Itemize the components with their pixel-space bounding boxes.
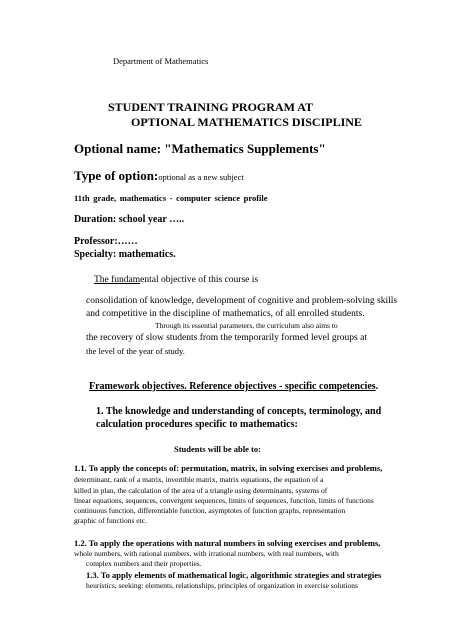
intro-line-6: the level of the year of study. — [86, 346, 185, 356]
competency-1-1-title: 1.1. To apply the concepts of: permutation, matrix, in solving exercises and problems, — [74, 463, 383, 473]
framework-heading-end: . — [375, 381, 379, 392]
competency-1-2-line: whole numbers, with rational numbers, with irrational numbers, with real numbers, with — [74, 549, 339, 558]
competency-1-1-line: determinant, rank of a matrix, invertible matrix, matrix equations, the equation of a — [74, 475, 324, 484]
competency-1-2-line: complex numbers and their properties. — [86, 559, 202, 568]
optional-name-heading: Optional name: "Mathematics Supplements" — [74, 141, 326, 156]
grade-profile: 11th grade, mathematics - computer science profile — [74, 193, 268, 203]
type-of-option-label: Type of option: — [74, 168, 159, 183]
intro-line-3: and competitive in the discipline of mathematics, of all enrolled students. — [86, 309, 365, 319]
competency-1-1-line: continuous function, differentiable function, asymptotes of function graphs, representation — [74, 506, 346, 515]
competency-1-1-line: linear equations, sequences, convergent sequences, limits of sequences, function, limits of functions — [74, 496, 374, 505]
framework-heading-underlined: Framework objectives. Reference objectives - specific competencies — [89, 381, 376, 392]
competency-1-3-line: heuristics, seeking: elements, relationships, principles of organization in exercise solutions — [86, 581, 358, 590]
competency-1-3-title: 1.3. To apply elements of mathematical logic, algorithmic strategies and strategies — [86, 570, 382, 580]
duration: Duration: school year ….. — [74, 214, 185, 225]
framework-heading — [89, 382, 378, 392]
intro-underlined-text: The fundam — [94, 275, 141, 285]
students-heading: Students will be able to: — [174, 444, 261, 454]
intro-line-1 — [94, 276, 258, 286]
competency-1-2-title: 1.2. To apply the operations with natural numbers in solving exercises and problems, — [74, 538, 381, 548]
intro-line-2: consolidation of knowledge, development of cognitive and problem-solving skills — [86, 296, 398, 306]
competency-1-1-line: killed in plan, the calculation of the area of a triangle using determinants, systems of — [74, 486, 328, 495]
program-title-line-1: STUDENT TRAINING PROGRAM AT — [108, 100, 314, 114]
competency-1-1-line: graphic of functions etc. — [74, 516, 147, 525]
intro-line-4: Through its essential parameters, the curriculum also aims to — [155, 321, 338, 330]
intro-line-5: the recovery of slow students from the temporarily formed level groups at — [86, 333, 367, 343]
department-header: Department of Mathematics — [113, 56, 209, 66]
knowledge-objective-line-1: 1. The knowledge and understanding of concepts, terminology, and — [96, 406, 382, 417]
type-of-option — [74, 169, 244, 182]
professor: Professor:…… — [74, 236, 138, 247]
program-title-line-2: OPTIONAL MATHEMATICS DISCIPLINE — [131, 115, 362, 129]
specialty: Specialty: mathematics. — [74, 249, 176, 260]
type-of-option-value: optional as a new subject — [158, 172, 244, 182]
knowledge-objective-line-2: calculation procedures specific to mathematics: — [96, 419, 298, 430]
intro-line-1-rest: ental objective of this course is — [140, 275, 259, 285]
